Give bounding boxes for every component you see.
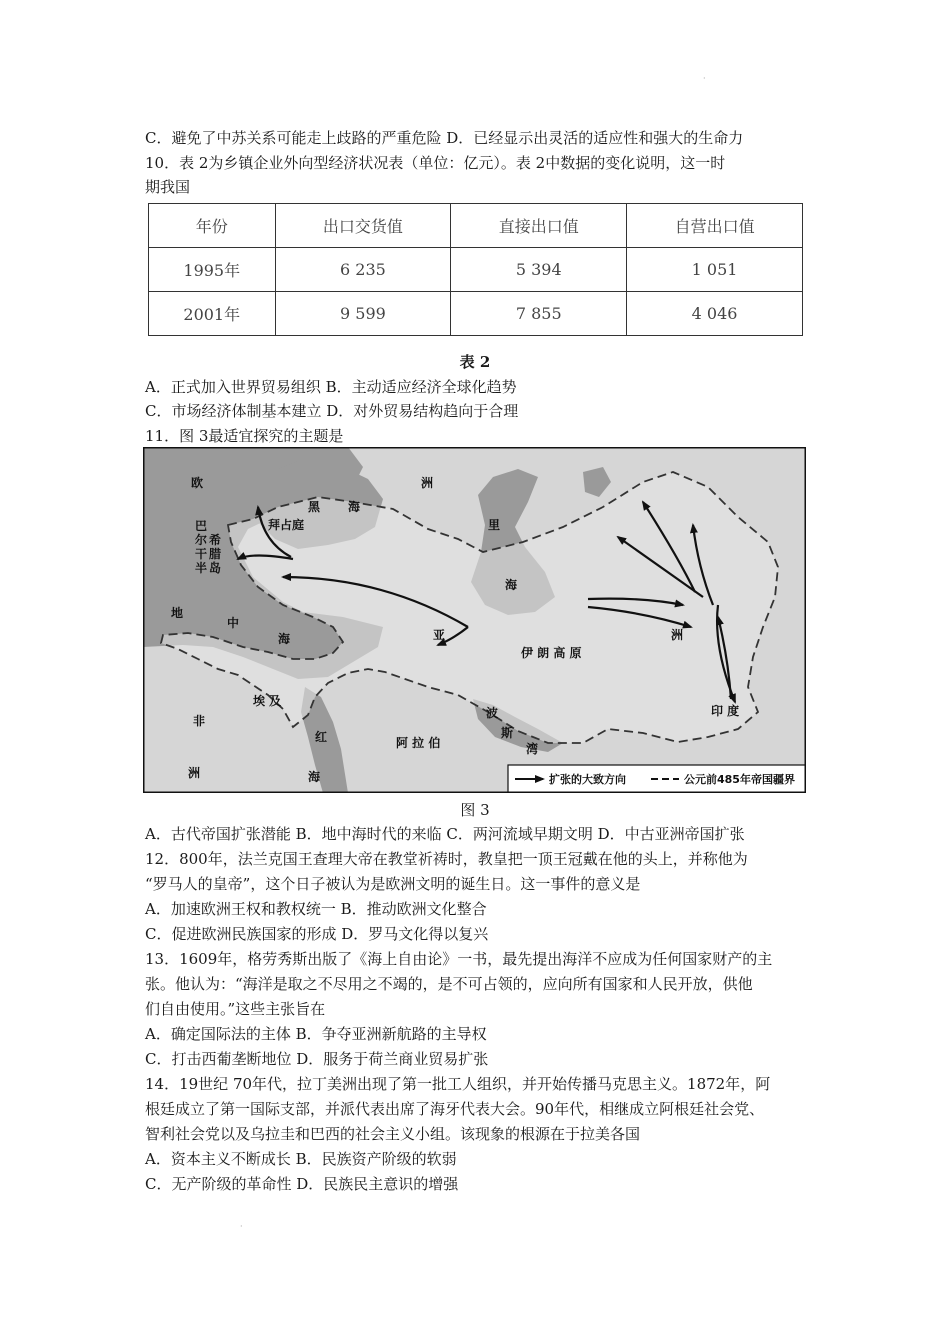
label-black-sea-2: 海 bbox=[348, 500, 361, 514]
q11-options: A．古代帝国扩张潜能 B．地中海时代的来临 C．两河流域早期文明 D．中古亚洲帝国扩张 bbox=[145, 825, 745, 843]
label-red-sea-2: 海 bbox=[308, 770, 321, 784]
label-europe-2: 洲 bbox=[421, 476, 434, 490]
q13-line1: 13．1609年，格劳秀斯出版了《海上自由论》一书，最先提出海洋不应成为任何国家财产的主 bbox=[145, 950, 773, 968]
table-header-cell: 直接出口值 bbox=[451, 204, 627, 248]
label-asia-1: 亚 bbox=[433, 628, 446, 642]
table-cell: 1995年 bbox=[149, 248, 276, 292]
label-africa-1: 非 bbox=[193, 714, 206, 728]
scan-dot: · bbox=[703, 74, 706, 83]
q12-options-ab: A．加速欧洲王权和教权统一 B．推动欧洲文化整合 bbox=[145, 900, 487, 918]
label-balkan-char: 岛 bbox=[209, 561, 222, 575]
label-med-2: 中 bbox=[227, 616, 240, 630]
legend-arrow-label: 扩张的大致方向 bbox=[549, 773, 626, 786]
q14-options-cd: C．无产阶级的革命性 D．民族民主意识的增强 bbox=[145, 1175, 459, 1193]
q12-options-cd: C．促进欧洲民族国家的形成 D．罗马文化得以复兴 bbox=[145, 925, 489, 943]
label-balkan-char: 半 bbox=[195, 561, 208, 575]
table-header-cell: 年份 bbox=[149, 204, 276, 248]
label-egypt: 埃 及 bbox=[253, 694, 282, 708]
label-africa-2: 洲 bbox=[188, 766, 201, 780]
legend-dashed-label: 公元前485年帝国疆界 bbox=[684, 773, 795, 786]
label-gulf-3: 湾 bbox=[526, 742, 539, 756]
label-balkan-char: 希 bbox=[209, 533, 222, 547]
q13-line3: 们自由使用。”这些主张旨在 bbox=[145, 1000, 326, 1018]
q14-line3: 智利社会党以及乌拉圭和巴西的社会主义小组。该现象的根源在于拉美各国 bbox=[145, 1125, 641, 1143]
table-caption: 表 2 bbox=[459, 353, 491, 371]
table-cell: 7 855 bbox=[451, 292, 627, 336]
table-cell: 1 051 bbox=[627, 248, 803, 292]
label-india: 印 度 bbox=[711, 704, 740, 718]
scan-dot: · bbox=[240, 1222, 243, 1231]
label-med-1: 地 bbox=[171, 606, 184, 620]
label-balkan-char: 腊 bbox=[209, 547, 222, 561]
q9-options-cd: C．避免了中苏关系可能走上歧路的严重危险 D．已经显示出灵活的适应性和强大的生命力 bbox=[145, 129, 744, 147]
label-balkan-char: 巴 bbox=[195, 519, 208, 533]
q12-line1: 12．800年，法兰克国王查理大帝在教堂祈祷时，教皇把一顶王冠戴在他的头上，并称他为 bbox=[145, 850, 748, 868]
q13-options-cd: C．打击西葡垄断地位 D．服务于荷兰商业贸易扩张 bbox=[145, 1050, 489, 1068]
label-gulf-2: 斯 bbox=[501, 726, 514, 740]
label-balkan-char: 尔 bbox=[195, 533, 208, 547]
label-med-3: 海 bbox=[278, 632, 291, 646]
label-black-sea-1: 黑 bbox=[308, 500, 321, 514]
q10-stem-line1: 10．表 2为乡镇企业外向型经济状况表（单位：亿元）。表 2中数据的变化说明，这一时 bbox=[145, 154, 726, 172]
q14-line1: 14．19世纪 70年代，拉丁美洲出现了第一批工人组织，并开始传播马克思主义。1872年，阿 bbox=[145, 1075, 771, 1093]
label-caspian-2: 海 bbox=[505, 578, 518, 592]
table-header-cell: 出口交货值 bbox=[275, 204, 451, 248]
label-europe-1: 欧 bbox=[191, 476, 204, 490]
table-cell: 2001年 bbox=[149, 292, 276, 336]
table-header-cell: 自营出口值 bbox=[627, 204, 803, 248]
empire-map bbox=[143, 447, 806, 793]
label-gulf-1: 波 bbox=[486, 706, 499, 720]
figure-caption: 图 3 bbox=[460, 801, 490, 819]
q13-options-ab: A．确定国际法的主体 B．争夺亚洲新航路的主导权 bbox=[145, 1025, 487, 1043]
q13-line2: 张。他认为：“海洋是取之不尽用之不竭的，是不可占领的，应向所有国家和人民开放，供他 bbox=[145, 975, 753, 993]
table-row bbox=[149, 248, 803, 292]
label-red-sea-1: 红 bbox=[315, 730, 328, 744]
q11-stem: 11．图 3最适宜探究的主题是 bbox=[145, 427, 344, 445]
q10-stem-line2: 期我国 bbox=[145, 178, 191, 196]
q10-options-cd: C．市场经济体制基本建立 D．对外贸易结构趋向于合理 bbox=[145, 402, 519, 420]
label-balkan-char: 干 bbox=[195, 547, 208, 561]
table-cell: 9 599 bbox=[275, 292, 451, 336]
map-legend bbox=[508, 765, 806, 793]
q14-line2: 根廷成立了第一国际支部，并派代表出席了海牙代表大会。90年代，相继成立阿根廷社会党、 bbox=[145, 1100, 765, 1118]
label-arabia: 阿 拉 伯 bbox=[396, 736, 441, 750]
q12-line2: “罗马人的皇帝”，这个日子被认为是欧洲文明的诞生日。这一事件的意义是 bbox=[145, 875, 641, 893]
table-row bbox=[149, 292, 803, 336]
table-cell: 5 394 bbox=[451, 248, 627, 292]
label-caspian-1: 里 bbox=[488, 518, 501, 532]
table-2 bbox=[148, 203, 803, 336]
table-header-row bbox=[149, 204, 803, 248]
q10-options-ab: A．正式加入世界贸易组织 B．主动适应经济全球化趋势 bbox=[145, 378, 517, 396]
table-cell: 6 235 bbox=[275, 248, 451, 292]
label-asia-2: 洲 bbox=[671, 628, 684, 642]
table-cell: 4 046 bbox=[627, 292, 803, 336]
q14-options-ab: A．资本主义不断成长 B．民族资产阶级的软弱 bbox=[145, 1150, 457, 1168]
label-byzantium: 拜占庭 bbox=[268, 518, 305, 532]
label-iran-plateau: 伊 朗 高 原 bbox=[521, 646, 582, 660]
